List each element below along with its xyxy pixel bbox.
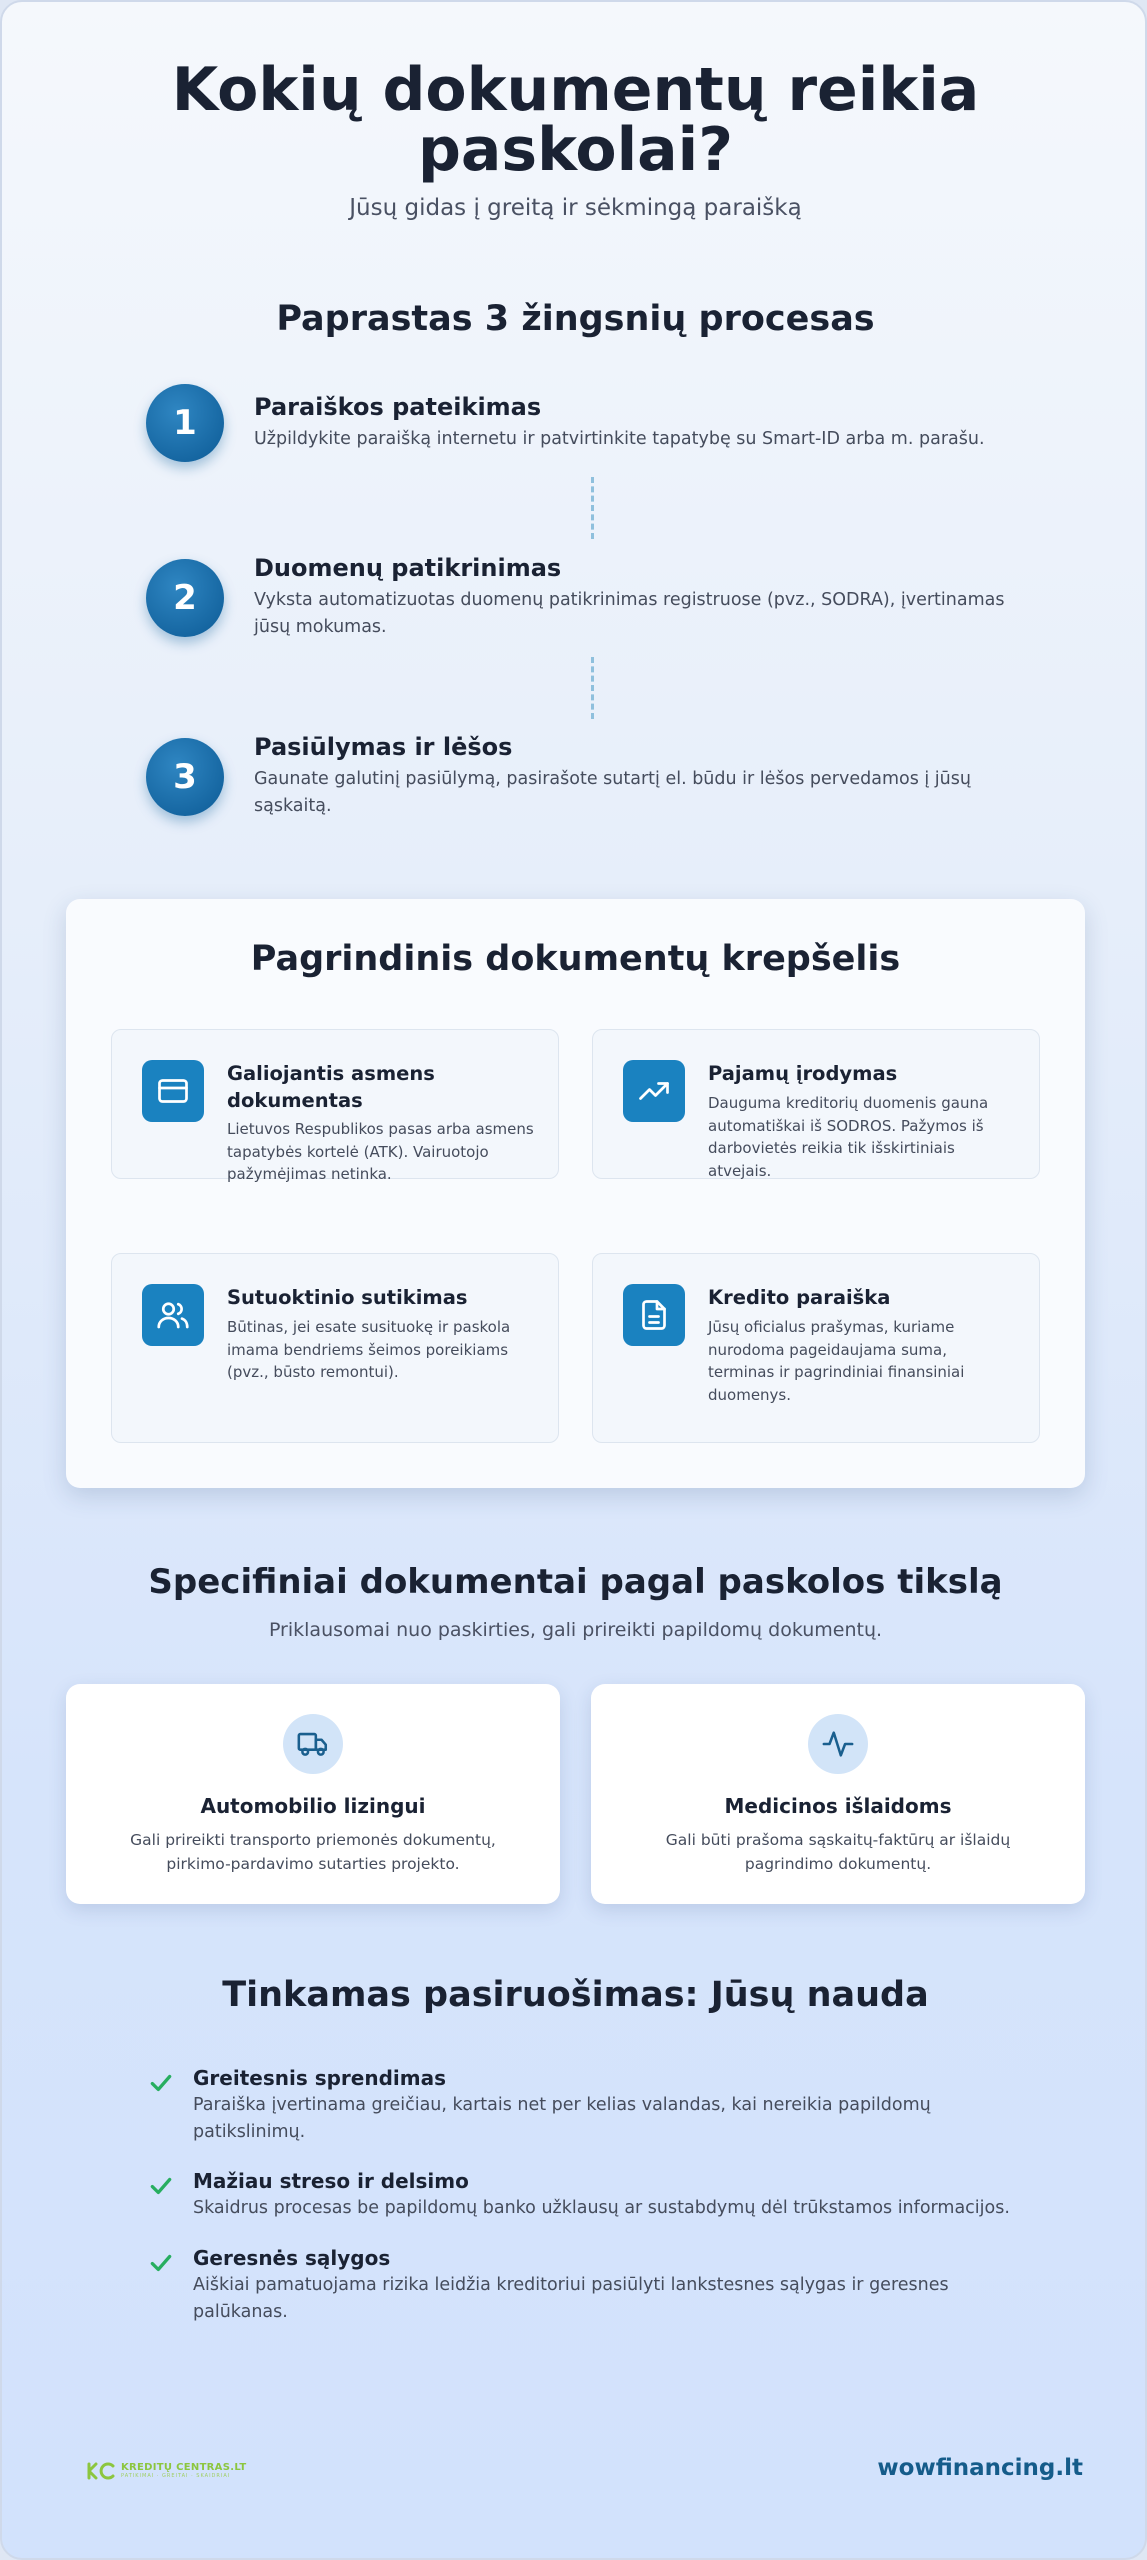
trending-up-icon <box>623 1060 685 1122</box>
step-connector <box>591 657 594 719</box>
page-title-line-1: Kokių dokumentų reikia <box>171 55 980 125</box>
document-card <box>592 1253 1040 1443</box>
document-card-title: Pajamų įrodymas <box>708 1062 898 1085</box>
check-icon <box>148 2173 174 2199</box>
logo-mark-icon <box>87 2461 117 2481</box>
documents-basket-panel <box>66 899 1085 1488</box>
check-icon <box>148 2070 174 2096</box>
benefit-title: Geresnės sąlygos <box>193 2246 391 2270</box>
kreditu-centras-logo[interactable] <box>87 2458 246 2484</box>
purpose-card-description: Gali prireikti transporto priemonės dokumentų, pirkimo-pardavimo sutarties projekto. <box>130 1831 496 1873</box>
benefit-description: Aiškiai pamatuojama rizika leidžia kreditoriui pasiūlyti lankstesnes sąlygas ir geresnes palūkanas. <box>193 2275 949 2322</box>
site-link[interactable]: wowfinancing.lt <box>877 2455 1083 2481</box>
specific-section-title: Specifiniai dokumentai pagal paskolos tikslą <box>148 1562 1003 1602</box>
id-card-icon <box>142 1060 204 1122</box>
document-card <box>111 1029 559 1183</box>
document-card-title: Kredito paraiška <box>708 1286 891 1309</box>
step-description: Vyksta automatizuotas duomenų patikrinimas registruose (pvz., SODRA), įvertinamas jūsų mokumas. <box>254 590 1005 637</box>
logo-tagline: PATIKIMAI · GREITAI · SKAIDRIAI <box>121 2473 231 2479</box>
step-description: Gaunate galutinį pasiūlymą, pasirašote sutartį el. būdu ir lėšos pervedamos į jūsų sąskaitą. <box>254 769 971 816</box>
logo-text: KREDITŲ CENTRAS.LT <box>121 2462 247 2473</box>
specific-section-subtitle: Priklausomai nuo paskirties, gali prireikti papildomų dokumentų. <box>268 1619 883 1641</box>
benefit-title: Mažiau streso ir delsimo <box>193 2169 469 2193</box>
step-number-badge: 1 <box>146 384 224 462</box>
step-number-badge: 2 <box>146 559 224 637</box>
document-icon <box>623 1284 685 1346</box>
benefit-title: Greitesnis sprendimas <box>193 2066 446 2090</box>
step-description: Užpildykite paraišką internetu ir patvirtinkite tapatybę su Smart-ID arba m. parašu. <box>254 429 985 449</box>
document-card <box>111 1253 559 1443</box>
purpose-card-description: Gali būti prašoma sąskaitų-faktūrų ar išlaidų pagrindimo dokumentų. <box>665 1831 1011 1873</box>
document-card-title: Galiojantis asmens dokumentas <box>227 1062 435 1112</box>
step-title: Duomenų patikrinimas <box>254 554 562 582</box>
purpose-card <box>591 1684 1085 1904</box>
benefit-description: Skaidrus procesas be papildomų banko užklausų ar sustabdymų dėl trūkstamos informacijos. <box>193 2198 1010 2218</box>
page-title <box>102 55 1049 185</box>
purpose-card-title: Automobilio lizingui <box>200 1794 426 1818</box>
document-card-description: Lietuvos Respublikos pasas arba asmens tapatybės kortelė (ATK). Vairuotojo pažymėjimas netinka. <box>227 1120 534 1183</box>
purpose-card <box>66 1684 560 1904</box>
purpose-card-title: Medicinos išlaidoms <box>724 1794 952 1818</box>
step-title: Pasiūlymas ir lėšos <box>254 733 513 761</box>
document-card <box>592 1029 1040 1179</box>
page-title-line-2: paskolai? <box>417 115 734 185</box>
document-card-description: Jūsų oficialus prašymas, kuriame nurodoma pageidaujama suma, terminas ir pagrindiniai finansiniai duomenys. <box>708 1318 965 1404</box>
document-card-description: Dauguma kreditorių duomenis gauna automatiškai iš SODROS. Pažymos iš darbovietės reikia tik išskirtiniais atvejais. <box>708 1094 989 1180</box>
truck-icon <box>283 1714 343 1774</box>
page-subtitle: Jūsų gidas į greitą ir sėkmingą paraišką <box>349 195 802 221</box>
steps-section-title: Paprastas 3 žingsnių procesas <box>276 299 875 339</box>
users-icon <box>142 1284 204 1346</box>
step-number-badge: 3 <box>146 738 224 816</box>
benefits-section-title: Tinkamas pasiruošimas: Jūsų nauda <box>222 1975 929 2015</box>
check-icon <box>148 2250 174 2276</box>
step-title: Paraiškos pateikimas <box>254 393 542 421</box>
basket-title: Pagrindinis dokumentų krepšelis <box>250 939 901 979</box>
document-card-title: Sutuoktinio sutikimas <box>227 1286 468 1309</box>
activity-icon <box>808 1714 868 1774</box>
benefit-description: Paraiška įvertinama greičiau, kartais net per kelias valandas, kai nereikia papildomų patikslinimų. <box>193 2095 931 2142</box>
step-connector <box>591 477 594 539</box>
document-card-description: Būtinas, jei esate susituokę ir paskola imama bendriems šeimos poreikiams (pvz., būsto remontui). <box>227 1318 511 1381</box>
